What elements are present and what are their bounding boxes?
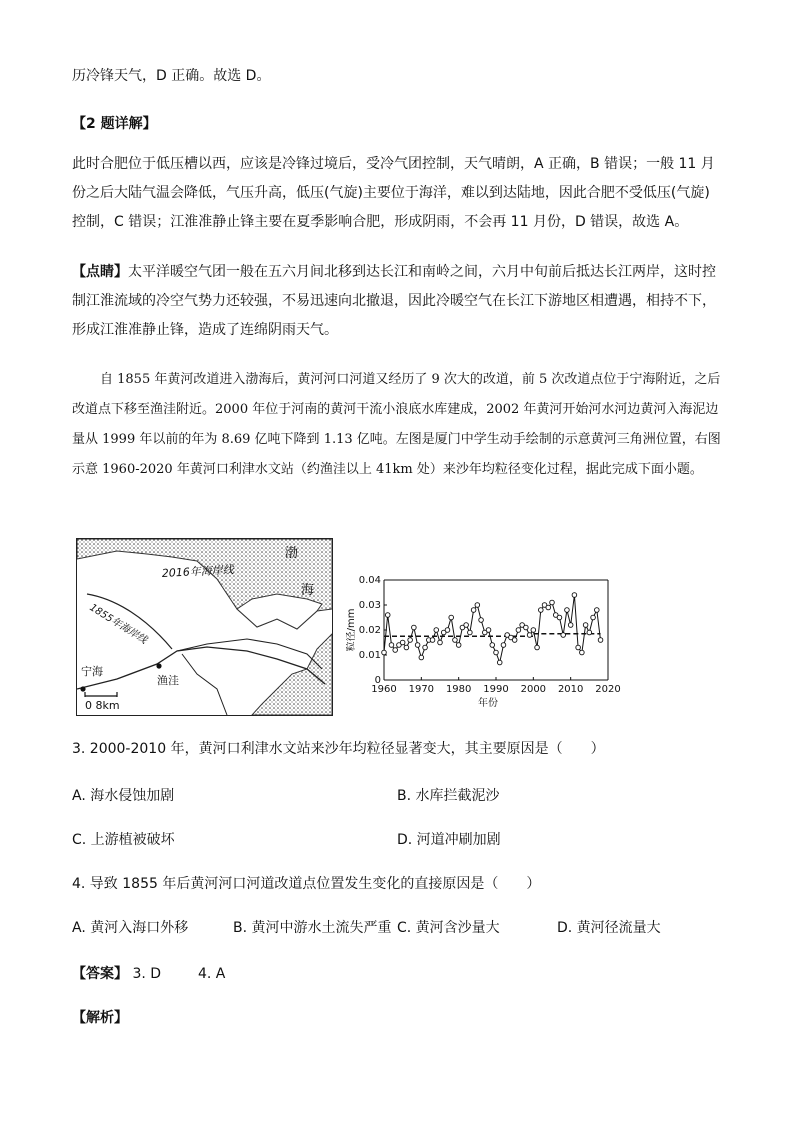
data-point [468, 630, 473, 635]
data-point [591, 615, 596, 620]
question-3: 3. 2000-2010 年，黄河口利津水文站来沙年均粒径显著变大，其主要原因是（ ） [72, 741, 605, 757]
data-point [464, 623, 469, 628]
data-point [587, 630, 592, 635]
y-tick-label: 0.03 [358, 600, 381, 611]
label-scale: 0 8km [85, 699, 120, 712]
answer-4: 4. A [197, 966, 226, 982]
q3-option-b[interactable]: B. 水库拦截泥沙 [397, 788, 500, 804]
x-tick-label: 1970 [408, 684, 435, 695]
section-label-2: 【2 题详解】 [72, 116, 157, 132]
y-tick-label: 0 [374, 675, 381, 686]
label-coast-1855: 1855年海岸线 [87, 602, 149, 647]
data-point [434, 628, 439, 633]
q3-option-d[interactable]: D. 河道冲刷加剧 [397, 832, 501, 848]
data-point [512, 638, 517, 643]
y-tick-label: 0.02 [358, 625, 381, 636]
data-point [385, 613, 390, 618]
x-axis-label: 年份 [478, 698, 498, 709]
data-point [539, 608, 544, 613]
river-channel-south [182, 654, 227, 715]
data-point [404, 645, 409, 650]
data-point [479, 618, 484, 623]
paragraph-intro: 自 1855 年黄河改道进入渤海后，黄河河口河道又经历了 9 次大的改道，前 5 次改道点位于宁海附近，之后改道点下移至渔洼附近。2000 年位于河南的黄河干流小浪底水库建成，2002 年黄河开始河水河边黄河入海泥边量从 1999 年以前的年为 8.69 亿吨下降到 1.13 亿吨。左图是厦门中学生动手绘制的示意黄河三角洲位置，右图示意 1960-2020 年黄河口利津水文站（约渔洼以上 41km 处）来沙年均粒径变化过程，据此完成下面小题。 [72, 372, 721, 477]
data-point [531, 628, 536, 633]
question-4: 4. 导致 1855 年后黄河河口河道改道点位置发生变化的直接原因是（ ） [72, 876, 541, 892]
data-point [400, 640, 405, 645]
x-tick-label: 2000 [520, 684, 547, 695]
river-channel-branch [177, 639, 322, 669]
label-bohai: 渤 [285, 546, 299, 561]
x-tick-label: 2010 [557, 684, 584, 695]
dianjing-label: 【点睛】 [72, 264, 128, 280]
q4-option-b[interactable]: B. 黄河中游水土流失严重 [233, 920, 392, 936]
data-point [580, 650, 585, 655]
delta-map [76, 538, 333, 716]
y-axis-label: 粒径/mm [346, 608, 357, 652]
label-hai: 海 [301, 583, 315, 598]
coastline-1855-line [87, 594, 172, 649]
data-point [389, 643, 394, 648]
data-point [598, 638, 603, 643]
data-point [572, 593, 577, 598]
x-tick-label: 2020 [595, 684, 621, 695]
data-point [501, 643, 506, 648]
q3-option-a[interactable]: A. 海水侵蚀加剧 [72, 788, 175, 804]
data-point [565, 608, 570, 613]
data-point [576, 645, 581, 650]
data-point [430, 638, 435, 643]
data-point [419, 655, 424, 660]
data-point [595, 608, 600, 613]
data-point [524, 625, 529, 630]
x-tick-label: 1960 [371, 684, 397, 695]
data-point [490, 643, 495, 648]
label-coast-2016: 2016年海岸线 [161, 563, 235, 580]
y-tick-label: 0.04 [358, 575, 381, 586]
data-point [557, 615, 562, 620]
data-point [568, 623, 573, 628]
answer-3: 3. D [132, 966, 162, 982]
sea-area-bottom [252, 634, 332, 715]
y-tick-label: 0.01 [358, 650, 381, 661]
data-point [456, 643, 461, 648]
answer-line [72, 964, 225, 984]
data-point [438, 640, 443, 645]
data-point [494, 650, 499, 655]
series-line [384, 595, 601, 663]
data-point [408, 638, 413, 643]
data-point [561, 633, 566, 638]
data-point [550, 600, 555, 605]
data-point [546, 605, 551, 610]
data-point [382, 650, 387, 655]
data-point [449, 615, 454, 620]
data-point [583, 623, 588, 628]
data-point [475, 603, 480, 608]
yuwa-point [156, 663, 161, 668]
data-point [453, 638, 458, 643]
text-line-1: 历冷锋天气，D 正确。故选 D。 [72, 68, 271, 84]
dianjing-body: 太平洋暖空气团一般在五六月间北移到达长江和南岭之间，六月中旬前后抵达长江两岸，这时控制江淮流域的冷空气势力还较强，不易迅速向北撤退，因此冷暖空气在长江下游地区相遭遇，相持不下，形成江淮准静止锋，造成了连绵阴雨天气。 [72, 264, 716, 338]
data-point [516, 628, 521, 633]
data-point [415, 643, 420, 648]
data-point [423, 645, 428, 650]
delta-map-svg [77, 539, 332, 715]
data-point [486, 628, 491, 633]
data-point [412, 625, 417, 630]
data-point [535, 645, 540, 650]
paragraph-dianjing [72, 258, 722, 345]
label-ninghai: 宁海 [81, 665, 103, 678]
x-tick-label: 1990 [483, 684, 509, 695]
paragraph-2: 此时合肥位于低压槽以西，应该是冷锋过境后，受冷气团控制，天气晴朗，A 正确，B 错误；一般 11 月份之后大陆气温会降低，气压升高，低压(气旋)主要位于海洋，难以到达陆地，因此合肥不受低压(气旋)控制，C 错误；江淮准静止锋主要在夏季影响合肥，形成阴雨，不会再 11 月份，D 错误，故选 A。 [72, 156, 715, 230]
grain-size-chart-svg [346, 570, 636, 715]
chart-marks [382, 593, 603, 665]
data-point [471, 608, 476, 613]
q4-option-a[interactable]: A. 黄河入海口外移 [72, 920, 189, 936]
x-tick-label: 1980 [445, 684, 472, 695]
data-point [393, 648, 398, 653]
q4-option-d[interactable]: D. 黄河径流量大 [557, 920, 661, 936]
q4-option-c[interactable]: C. 黄河含沙量大 [397, 920, 500, 936]
data-point [527, 633, 532, 638]
ninghai-point [80, 686, 85, 691]
label-yuwa: 渔洼 [157, 674, 179, 687]
data-point [445, 628, 450, 633]
data-point [497, 660, 502, 665]
grain-size-chart [346, 570, 636, 715]
chart-axes [346, 575, 621, 709]
answer-label: 【答案】 [72, 966, 128, 982]
q3-option-c[interactable]: C. 上游植被破坏 [72, 832, 175, 848]
analysis-label: 【解析】 [72, 1010, 128, 1026]
